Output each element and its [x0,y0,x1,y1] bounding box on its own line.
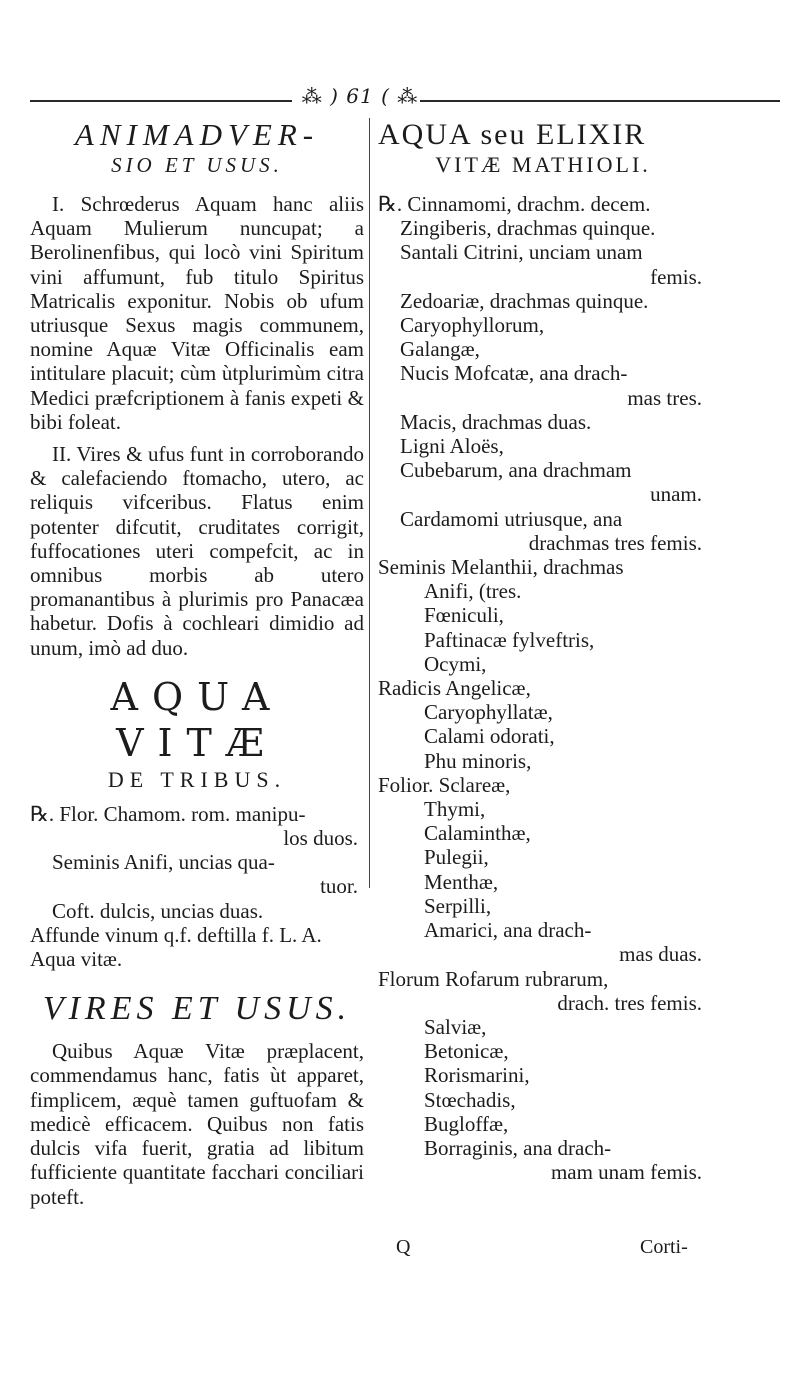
recipe-line: Paftinacæ fylveftris, [424,627,595,652]
page-number: ⁂ ) 61 ( ⁂ [301,84,419,108]
paragraph-1: I. Schrœderus Aquam hanc aliis Aquam Mulierum nuncupat; a Berolinenfibus, qui locò vini Spiritum vini affumunt, fub titulo Spiritus Matricalis exponitur. Nobis ob ufum utriusque Sexus magis communem, nomine Aquæ Vitæ Officinalis eam intitulare placuit; cùm ùtplurimùm citra Medici præfcriptionem à fanis expeti & bibi foleat. [30,192,364,434]
recipe-line: ℞. Cinnamomi, drachm. decem. [378,192,651,216]
recipe-line: Thymi, [424,797,486,822]
section-subtitle: SIO ET USUS. [111,153,283,177]
recipe-line: Seminis Anifi, uncias qua- [52,850,275,875]
recipe-line: Aqua vitæ. [30,947,123,972]
recipe-line: mas tres. [627,385,702,410]
recipe-line: Cubebarum, ana drachmam [400,458,632,483]
recipe-line: Nucis Mofcatæ, ana drach- [400,361,628,386]
recipe-line: Santali Citrini, unciam unam [400,240,643,265]
recipe-line: Bugloffæ, [424,1111,509,1136]
elixir-title: AQUA seu ELIXIR [378,118,647,151]
recipe-line: Stœchadis, [424,1087,516,1112]
recipe-line: Macis, drachmas duas. [400,409,592,434]
recipe-title: AQUA VITÆ [110,674,284,765]
recipe-line: Rorismarini, [424,1063,530,1088]
recipe-line: Seminis Melanthii, drachmas [378,555,624,580]
elixir-recipe-list [378,192,708,1184]
recipe-line: ℞. Flor. Chamom. rom. manipu- [30,801,306,826]
catchword: Corti- [640,1236,688,1258]
recipe-subtitle: DE TRIBUS. [107,766,287,792]
right-column [378,118,708,1184]
header-rule-right [420,100,780,102]
recipe-line: Fœniculi, [424,603,504,628]
recipe-line: mam unam femis. [550,1160,702,1185]
recipe-line: Borraginis, ana drach- [424,1135,612,1160]
elixir-subtitle: VITÆ MATHIOLI. [435,152,651,177]
recipe-line: Calami odorati, [424,724,555,749]
recipe-line: drachmas tres femis. [528,530,702,555]
paragraph-2: II. Vires & ufus funt in corroborando & calefaciendo ftomacho, utero, ac reliquis vifceribus. Flatus enim potenter difcutit, cruditates corrigit, fuffocationes uteri compefcit, ac in omnibus morbis ab utero promanantibus à plurimis pro Panacæa habetur. Dofis à cochleari dimidio ad unum, imò ad duo. [30,442,364,660]
recipe-line: unam. [650,482,702,507]
recipe-list [30,802,364,971]
recipe-line: Anifi, (tres. [424,579,522,604]
recipe-line: los duos. [283,826,358,851]
recipe-line: Phu minoris, [424,748,532,773]
recipe-line: Ligni Aloës, [400,434,504,459]
signature-mark: Q [396,1236,411,1258]
recipe-line: mas duas. [619,942,702,967]
recipe-line: tuor. [320,874,358,899]
recipe-line: Calaminthæ, [424,821,531,846]
paragraph-3: Quibus Aquæ Vitæ præplacent, commendamus hanc, fatis ùt apparet, fimplicem, æquè tamen guftuofam & medicè efficacem. Quibus non fatis dulcis vifa fuerit, gratia ad libitum fufficiente quantitate facchari conciliari poteft. [30,1039,364,1209]
recipe-line: Salviæ, [424,1014,487,1039]
recipe-line: Amarici, ana drach- [424,918,592,943]
recipe-line: Coft. dulcis, uncias duas. [52,898,264,923]
recipe-line: femis. [650,264,702,289]
recipe-line: Galangæ, [400,337,480,362]
recipe-line: Caryophyllatæ, [424,700,553,725]
recipe-line: Affunde vinum q.f. deftilla f. L. A. [30,922,322,947]
recipe-line: Zedoariæ, drachmas quinque. [400,288,649,313]
recipe-line: Florum Rofarum rubrarum, [378,966,609,991]
recipe-line: drach. tres femis. [557,990,702,1015]
recipe-line: Cardamomi utriusque, ana [400,506,623,531]
recipe-line: Menthæ, [424,869,499,894]
recipe-line: Ocymi, [424,651,487,676]
header-rule-left [30,100,292,102]
recipe-line: Zingiberis, drachmas quinque. [400,216,656,241]
left-column [30,118,364,1209]
recipe-line: Betonicæ, [424,1039,509,1064]
vires-title: VIRES ET USUS. [42,990,352,1028]
recipe-line: Caryophyllorum, [400,313,545,338]
recipe-line: Serpilli, [424,893,492,918]
column-divider [369,118,370,888]
recipe-line: Pulegii, [424,845,489,870]
section-title: ANIMADVER- [74,117,320,152]
recipe-line: Folior. Sclareæ, [378,772,511,797]
recipe-line: Radicis Angelicæ, [378,676,531,701]
